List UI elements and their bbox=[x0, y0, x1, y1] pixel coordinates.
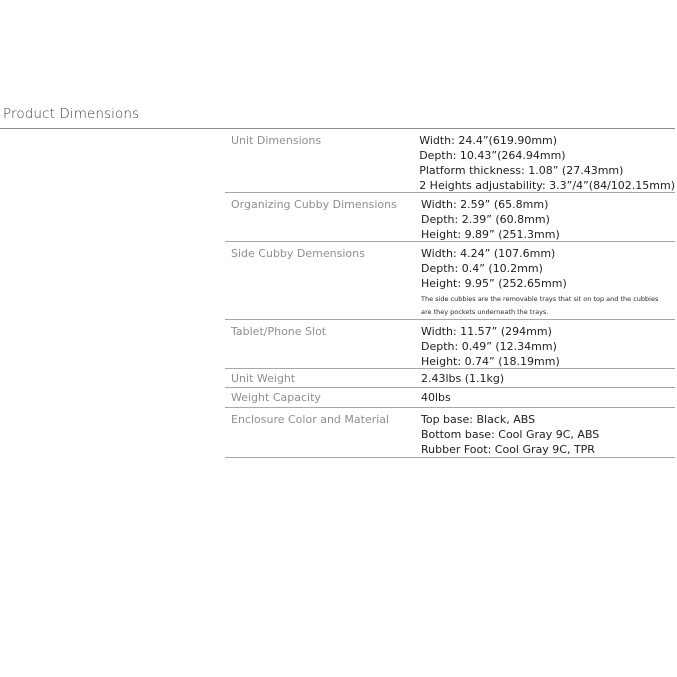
spec-values bbox=[421, 242, 675, 319]
spec-label: Organizing Cubby Dimensions bbox=[231, 198, 397, 211]
spec-values bbox=[421, 408, 675, 457]
spec-values bbox=[421, 193, 675, 241]
spec-row-tablet-slot bbox=[225, 320, 675, 369]
spec-label: Unit Dimensions bbox=[231, 134, 322, 147]
spec-value: 2 Heights adjustability: 3.3”/4”(84/102.15mm) bbox=[419, 179, 675, 192]
spec-values bbox=[419, 129, 675, 192]
spec-note: The side cubbies are the removable trays that sit on top and the cubbies bbox=[421, 295, 659, 303]
spec-value: Height: 9.95” (252.65mm) bbox=[421, 277, 567, 290]
spec-value: Depth: 0.4” (10.2mm) bbox=[421, 262, 543, 275]
spec-value: Depth: 0.49” (12.34mm) bbox=[421, 340, 557, 353]
spec-value: Height: 9.89” (251.3mm) bbox=[421, 228, 560, 241]
spec-values bbox=[421, 320, 675, 368]
spec-value: Width: 11.57” (294mm) bbox=[421, 325, 552, 338]
spec-label: Side Cubby Demensions bbox=[231, 247, 365, 260]
spec-value: 40lbs bbox=[421, 391, 451, 404]
spec-value: Width: 24.4”(619.90mm) bbox=[419, 134, 558, 147]
spec-value: Rubber Foot: Cool Gray 9C, TPR bbox=[421, 443, 595, 456]
spec-table bbox=[225, 129, 675, 458]
section-title: Product Dimensions bbox=[3, 106, 140, 122]
spec-note: are they pockets underneath the trays. bbox=[421, 308, 549, 316]
spec-values bbox=[421, 369, 675, 387]
spec-label: Enclosure Color and Material bbox=[231, 413, 390, 426]
spec-row-organizing-cubby bbox=[225, 193, 675, 242]
spec-value: Width: 2.59” (65.8mm) bbox=[421, 198, 549, 211]
spec-value: Top base: Black, ABS bbox=[421, 413, 536, 426]
spec-label: Weight Capacity bbox=[231, 391, 321, 404]
spec-label: Tablet/Phone Slot bbox=[231, 325, 327, 338]
spec-value: Width: 4.24” (107.6mm) bbox=[421, 247, 556, 260]
spec-value: Depth: 10.43”(264.94mm) bbox=[419, 149, 566, 162]
spec-row-unit-dimensions bbox=[225, 129, 675, 193]
spec-value: Depth: 2.39” (60.8mm) bbox=[421, 213, 550, 226]
spec-value: Bottom base: Cool Gray 9C, ABS bbox=[421, 428, 600, 441]
spec-row-enclosure bbox=[225, 408, 675, 458]
spec-values bbox=[421, 388, 675, 407]
spec-row-unit-weight bbox=[225, 369, 675, 388]
spec-row-weight-capacity bbox=[225, 388, 675, 408]
spec-value: 2.43lbs (1.1kg) bbox=[421, 372, 505, 385]
spec-value: Height: 0.74” (18.19mm) bbox=[421, 355, 560, 368]
spec-label: Unit Weight bbox=[231, 372, 296, 385]
spec-row-side-cubby bbox=[225, 242, 675, 320]
spec-value: Platform thickness: 1.08” (27.43mm) bbox=[419, 164, 624, 177]
